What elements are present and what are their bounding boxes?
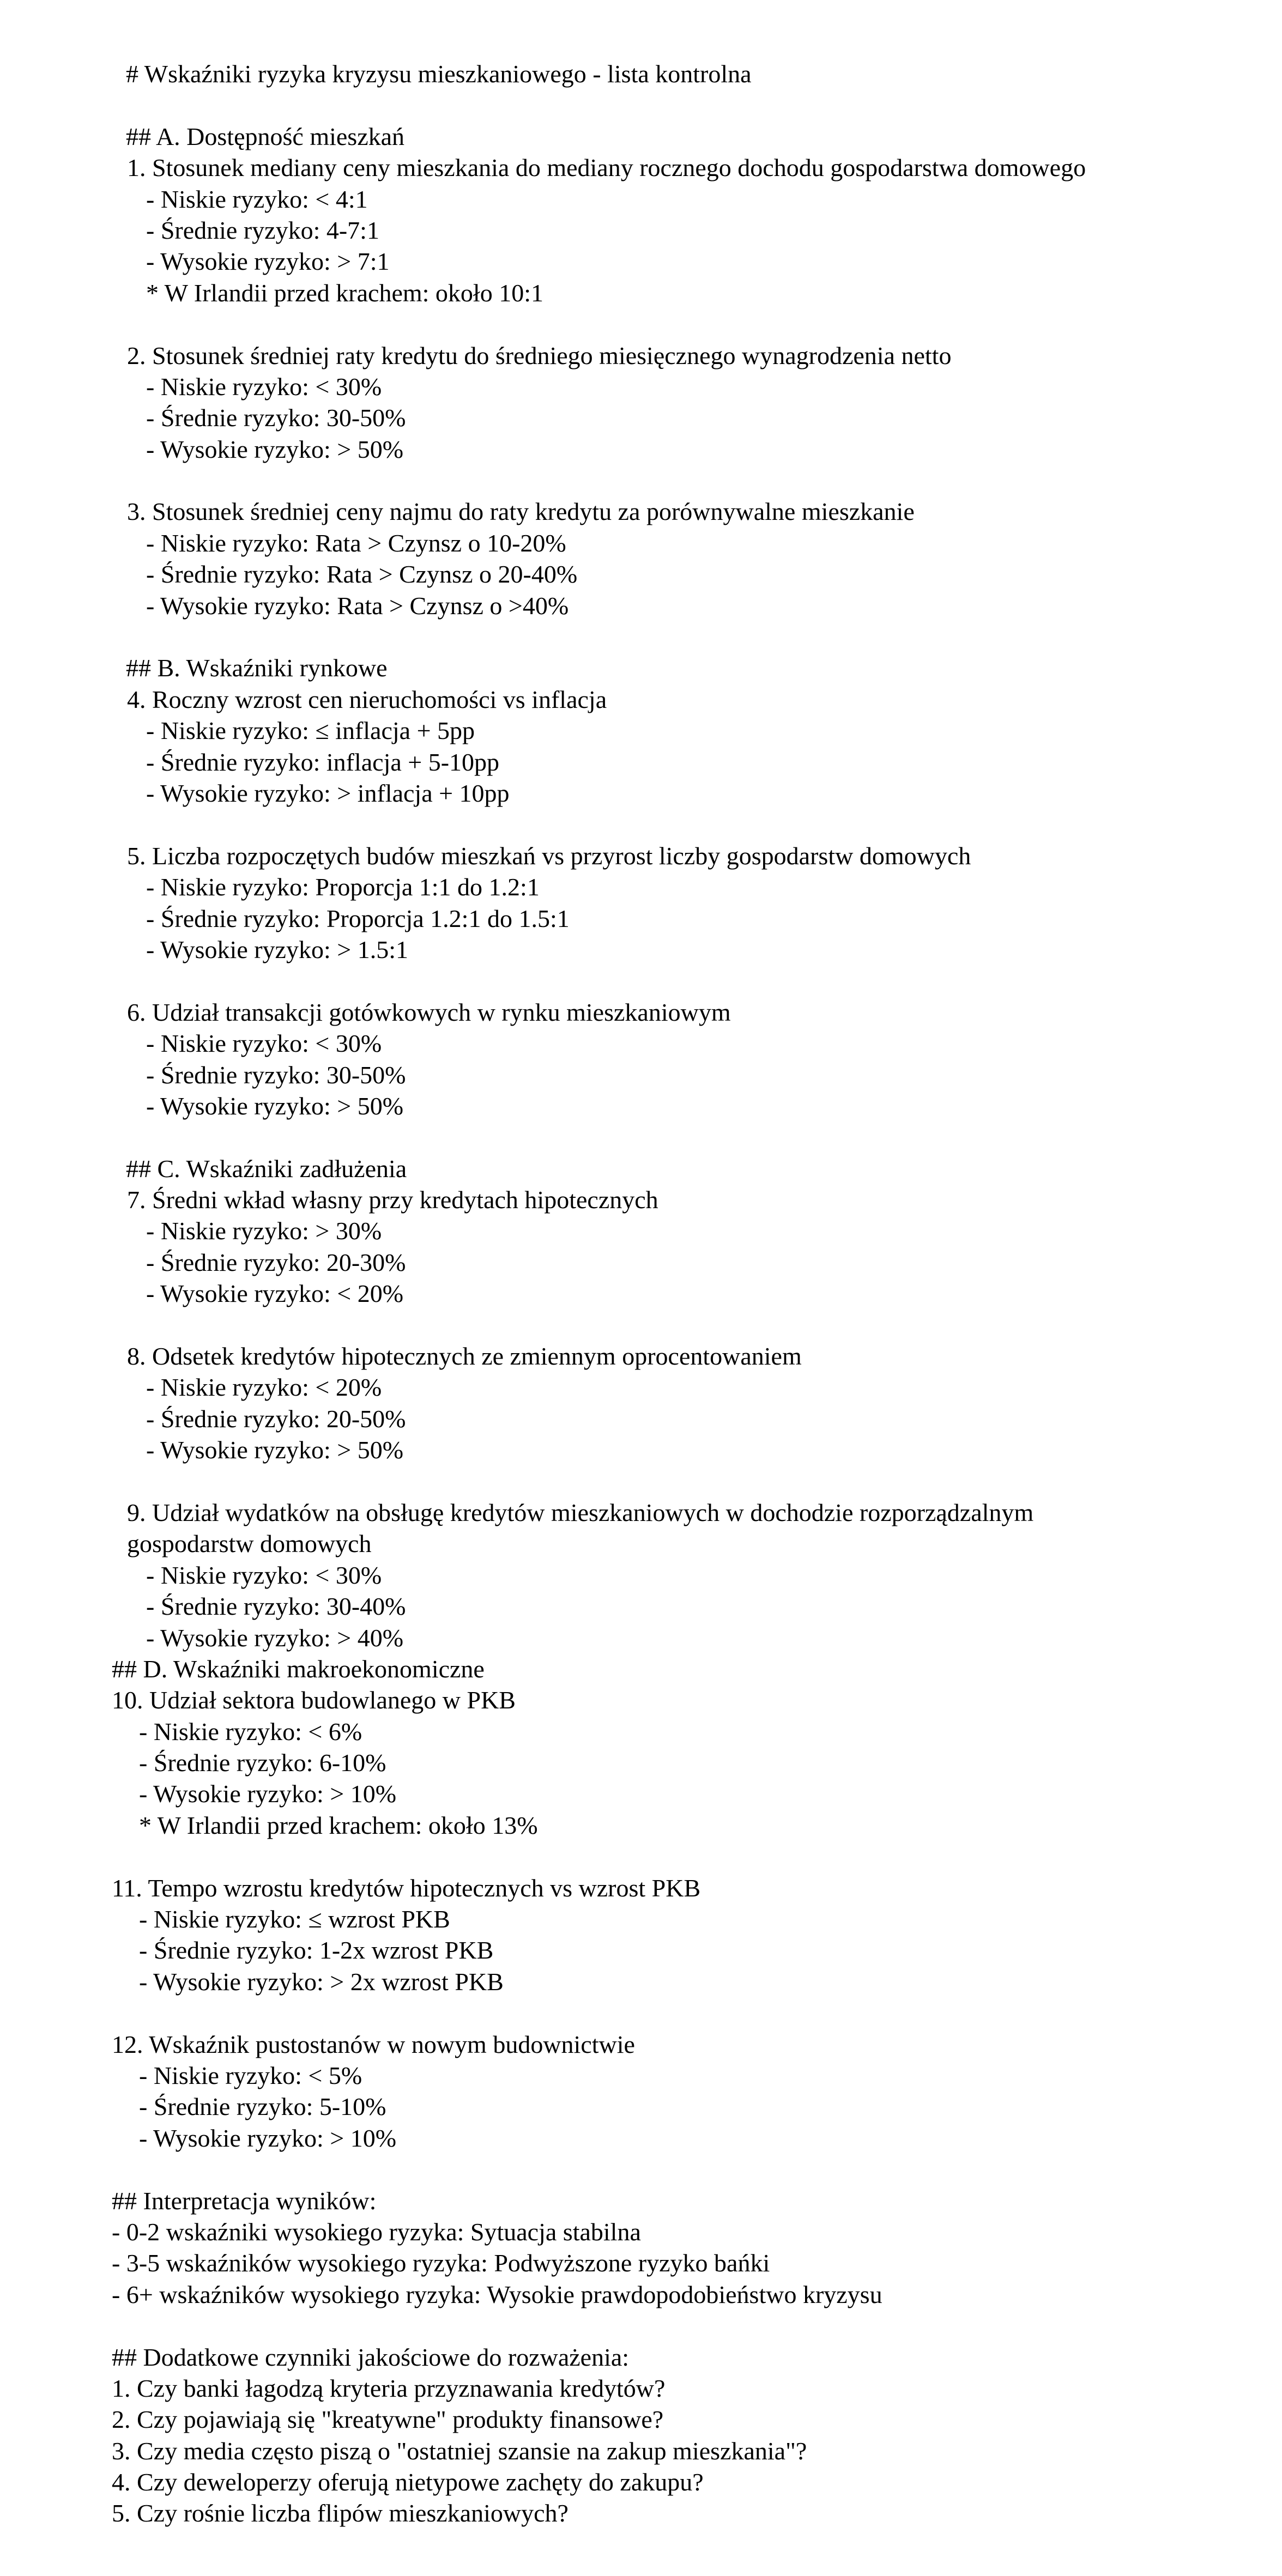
blank-line — [0, 1122, 1282, 1153]
section-heading: ## B. Wskaźniki rynkowe — [126, 654, 388, 682]
indicator-title: 9. Udział wydatków na obsługę kredytów mieszkaniowych w dochodzie rozporządzalnym — [127, 1498, 1034, 1526]
indicator-8 — [0, 1341, 1282, 1466]
risk-medium: - Średnie ryzyko: Rata > Czynsz o 20-40% — [146, 560, 578, 589]
risk-medium: - Średnie ryzyko: 30-40% — [146, 1592, 406, 1621]
risk-high: - Wysokie ryzyko: > 50% — [146, 435, 404, 463]
blank-line — [0, 1466, 1282, 1497]
indicator-6 — [0, 997, 1282, 1122]
section-heading: ## C. Wskaźniki zadłużenia — [126, 1154, 407, 1183]
indicator-5 — [0, 840, 1282, 966]
risk-high: - Wysokie ryzyko: > inflacja + 10pp — [146, 779, 510, 807]
section-d — [0, 1653, 1282, 2185]
interpretation-item: - 6+ wskaźników wysokiego ryzyka: Wysokie prawdopodobieństwo kryzysu — [112, 2280, 882, 2308]
risk-medium: - Średnie ryzyko: 5-10% — [139, 2093, 386, 2121]
indicator-7 — [0, 1184, 1282, 1310]
blank-line — [0, 89, 1282, 120]
blank-line — [0, 465, 1282, 496]
risk-medium: - Średnie ryzyko: 30-50% — [146, 404, 406, 432]
risk-high: - Wysokie ryzyko: > 50% — [146, 1436, 404, 1464]
risk-low: - Niskie ryzyko: ≤ wzrost PKB — [139, 1905, 450, 1933]
indicator-2 — [0, 340, 1282, 465]
indicator-title: 5. Liczba rozpoczętych budów mieszkań vs przyrost liczby gospodarstw domowych — [127, 841, 971, 870]
document-title: # Wskaźniki ryzyka kryzysu mieszkaniowego - lista kontrolna — [126, 60, 752, 88]
qualitative-item: 1. Czy banki łagodzą kryteria przyznawania kredytów? — [112, 2374, 666, 2402]
risk-low: - Niskie ryzyko: > 30% — [146, 1217, 382, 1245]
risk-high: - Wysokie ryzyko: > 10% — [139, 2124, 397, 2152]
risk-low: - Niskie ryzyko: < 30% — [146, 372, 382, 401]
risk-medium: - Średnie ryzyko: 4-7:1 — [146, 216, 379, 244]
indicator-10 — [0, 1684, 1282, 1841]
blank-line — [0, 621, 1282, 652]
risk-high: - Wysokie ryzyko: < 20% — [146, 1280, 404, 1308]
risk-high: - Wysokie ryzyko: > 1.5:1 — [146, 935, 408, 963]
indicator-title: 10. Udział sektora budowlanego w PKB — [112, 1686, 516, 1714]
qualitative-item: 5. Czy rośnie liczba flipów mieszkaniowych? — [112, 2499, 569, 2527]
indicator-11 — [0, 1872, 1282, 1998]
risk-medium: - Średnie ryzyko: 6-10% — [139, 1749, 386, 1777]
risk-low: - Niskie ryzyko: Rata > Czynsz o 10-20% — [146, 529, 566, 557]
blank-line — [0, 809, 1282, 840]
section-heading: ## D. Wskaźniki makroekonomiczne — [112, 1654, 485, 1683]
risk-medium: - Średnie ryzyko: 20-50% — [146, 1404, 406, 1433]
indicator-title: 11. Tempo wzrostu kredytów hipotecznych vs wzrost PKB — [112, 1874, 701, 1902]
risk-high: - Wysokie ryzyko: Rata > Czynsz o >40% — [146, 591, 569, 620]
indicator-title: 6. Udział transakcji gotówkowych w rynku mieszkaniowym — [127, 998, 731, 1026]
blank-line — [0, 1841, 1282, 1872]
indicator-12 — [0, 2029, 1282, 2154]
interpretation-item: - 0-2 wskaźniki wysokiego ryzyka: Sytuacja stabilna — [112, 2217, 641, 2246]
interpretation-item: - 3-5 wskaźników wysokiego ryzyka: Podwyższone ryzyko bańki — [112, 2249, 770, 2277]
qualitative-item: 2. Czy pojawiają się "kreatywne" produkty finansowe? — [112, 2405, 664, 2434]
blank-line — [0, 308, 1282, 340]
risk-high: - Wysokie ryzyko: > 10% — [139, 1780, 397, 1808]
blank-line — [0, 2310, 1282, 2341]
indicator-title: 3. Stosunek średniej ceny najmu do raty kredytu za porównywalne mieszkanie — [127, 498, 915, 526]
risk-medium: - Średnie ryzyko: 1-2x wzrost PKB — [139, 1936, 494, 1965]
risk-low: - Niskie ryzyko: < 5% — [139, 2062, 362, 2089]
indicator-title: 8. Odsetek kredytów hipotecznych ze zmiennym oprocentowaniem — [127, 1342, 802, 1371]
blank-line — [0, 1997, 1282, 2028]
interpretation-section — [0, 2185, 1282, 2311]
indicator-title: 4. Roczny wzrost cen nieruchomości vs inflacja — [127, 685, 607, 713]
indicator-title: 12. Wskaźnik pustostanów w nowym budownictwie — [112, 2030, 635, 2058]
section-heading: ## A. Dostępność mieszkań — [126, 122, 405, 150]
risk-medium: - Średnie ryzyko: Proporcja 1.2:1 do 1.5:1 — [146, 904, 570, 932]
risk-low: - Niskie ryzyko: Proporcja 1:1 do 1.2:1 — [146, 873, 540, 901]
risk-medium: - Średnie ryzyko: 20-30% — [146, 1248, 406, 1276]
section-heading: ## Dodatkowe czynniki jakościowe do rozważenia: — [112, 2343, 630, 2371]
indicator-title-continued: gospodarstw domowych — [127, 1530, 372, 1558]
risk-high: - Wysokie ryzyko: > 7:1 — [146, 247, 390, 276]
indicator-title: 7. Średni wkład własny przy kredytach hipotecznych — [127, 1186, 658, 1214]
qualitative-section — [0, 2342, 1282, 2529]
qualitative-item: 3. Czy media często piszą o "ostatniej szansie na zakup mieszkania"? — [112, 2436, 807, 2465]
risk-high: - Wysokie ryzyko: > 50% — [146, 1092, 404, 1120]
indicator-title: 1. Stosunek mediany ceny mieszkania do mediany rocznego dochodu gospodarstwa domowego — [127, 154, 1086, 182]
risk-low: - Niskie ryzyko: < 30% — [146, 1561, 382, 1589]
risk-low: - Niskie ryzyko: < 4:1 — [146, 185, 368, 213]
section-b — [0, 652, 1282, 1153]
indicator-1 — [0, 152, 1282, 308]
section-a — [0, 121, 1282, 653]
risk-high: - Wysokie ryzyko: > 2x wzrost PKB — [139, 1967, 504, 1996]
risk-low: - Niskie ryzyko: ≤ inflacja + 5pp — [146, 717, 475, 745]
risk-high: - Wysokie ryzyko: > 40% — [146, 1623, 404, 1652]
blank-line — [0, 1310, 1282, 1341]
indicator-4 — [0, 684, 1282, 809]
indicator-note: * W Irlandii przed krachem: około 13% — [139, 1811, 538, 1839]
section-c — [0, 1153, 1282, 1653]
section-heading: ## Interpretacja wyników: — [112, 2186, 377, 2215]
risk-low: - Niskie ryzyko: < 20% — [146, 1373, 382, 1402]
qualitative-item: 4. Czy deweloperzy oferują nietypowe zachęty do zakupu? — [112, 2468, 704, 2496]
blank-line — [0, 965, 1282, 996]
risk-medium: - Średnie ryzyko: inflacja + 5-10pp — [146, 748, 500, 776]
indicator-note: * W Irlandii przed krachem: około 10:1 — [146, 278, 543, 307]
indicator-title: 2. Stosunek średniej raty kredytu do średniego miesięcznego wynagrodzenia netto — [127, 341, 952, 369]
blank-line — [0, 2154, 1282, 2185]
risk-low: - Niskie ryzyko: < 30% — [146, 1029, 382, 1058]
document-body — [0, 58, 1282, 2529]
indicator-9 — [0, 1497, 1282, 1653]
risk-medium: - Średnie ryzyko: 30-50% — [146, 1060, 406, 1089]
risk-low: - Niskie ryzyko: < 6% — [139, 1717, 362, 1745]
indicator-3 — [0, 496, 1282, 621]
